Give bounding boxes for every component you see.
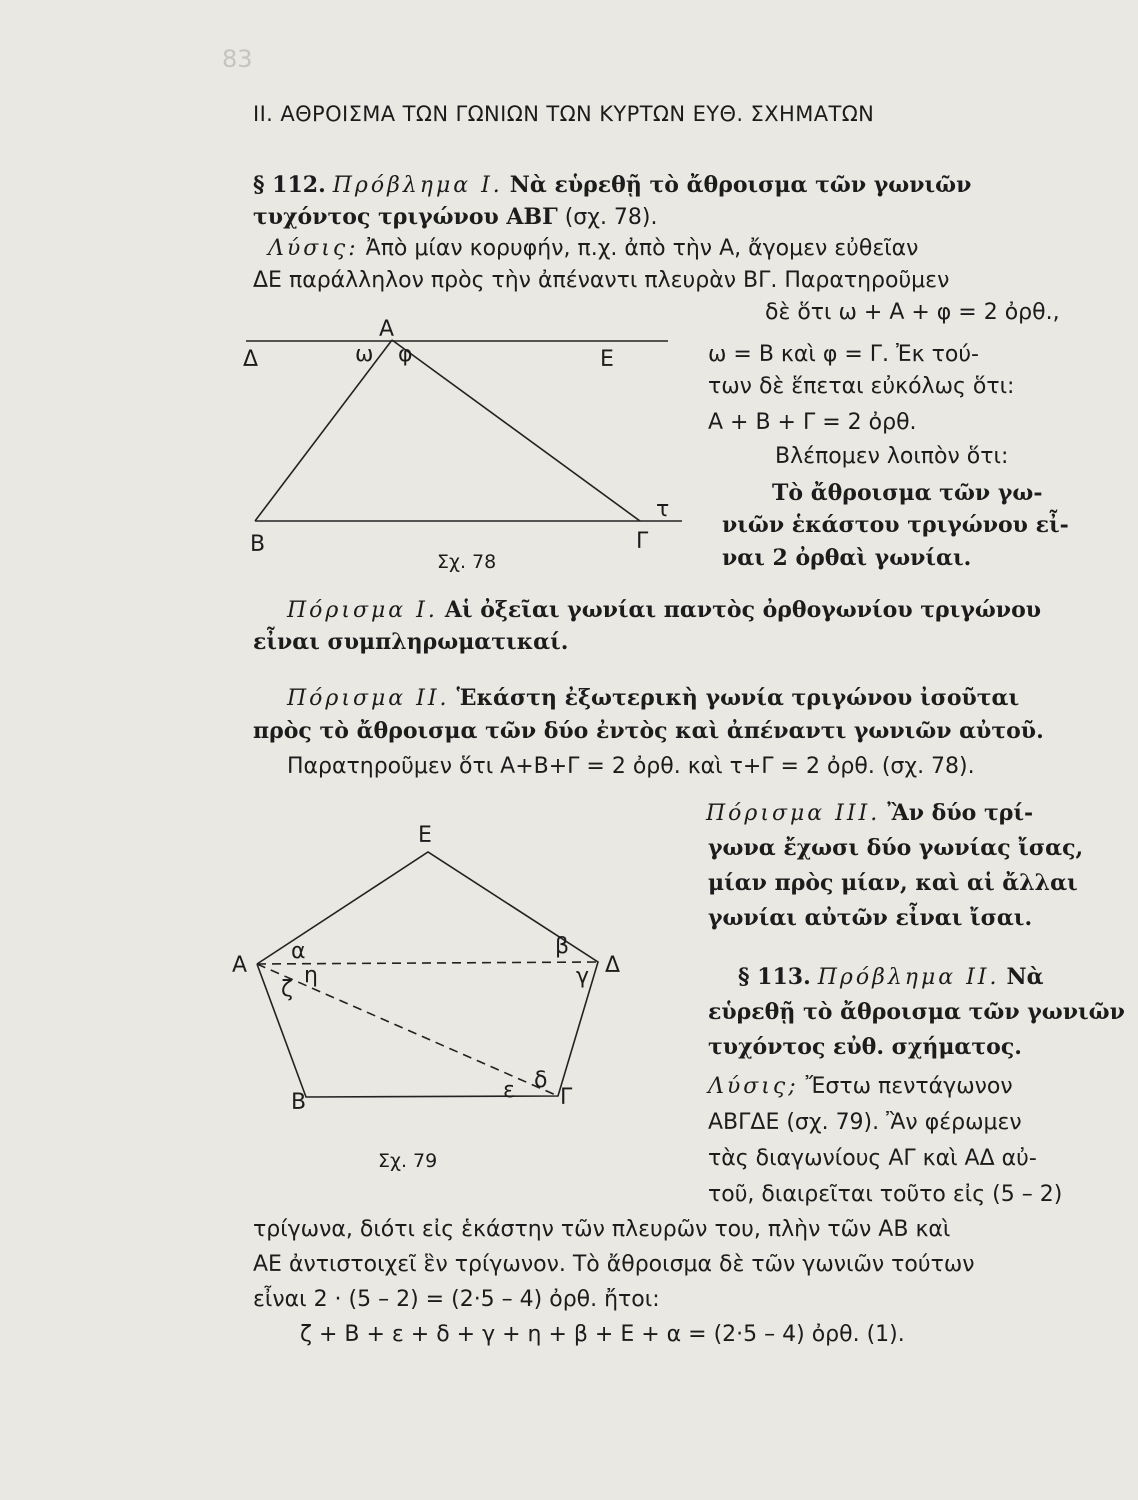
corollary-2-line-2 bbox=[253, 716, 1044, 747]
solution-line-1 bbox=[268, 234, 918, 264]
corollary-1-line-2 bbox=[253, 627, 568, 658]
section-number-112: § 112. bbox=[253, 172, 326, 198]
corollary-1-label: Πόρισμα Ι. bbox=[287, 598, 438, 623]
corollary-3-text: Ἂν δύο τρί- bbox=[887, 800, 1034, 826]
conclusion-line-1 bbox=[772, 478, 1042, 509]
fig79-label-E: Ε bbox=[418, 823, 432, 848]
fig78-label-G: Γ bbox=[636, 529, 649, 554]
problem-112-title-line-2 bbox=[253, 202, 658, 233]
section-number-113: § 113. bbox=[738, 964, 811, 990]
conclusion-text: ναι 2 ὀρθαὶ γωνίαι. bbox=[722, 545, 972, 571]
problem-113-solution-line-2: ΑΒΓΔΕ (σχ. 79). Ἂν φέρωμεν bbox=[708, 1110, 1022, 1135]
fig79-pentagon bbox=[257, 852, 598, 1097]
solution-text: Ἔστω πεντάγωνον bbox=[805, 1074, 1013, 1099]
corollary-2-observation: Παρατηροῦμεν ὅτι Α+Β+Γ = 2 ὀρθ. καὶ τ+Γ = 2 ὀρθ. (σχ. 78). bbox=[287, 754, 975, 779]
fig79-label-G: Γ bbox=[560, 1085, 573, 1110]
fig78-label-B: Β bbox=[250, 532, 266, 557]
corollary-3-text: γωνα ἔχωσι δύο γωνίας ἴσας, bbox=[708, 835, 1084, 861]
fig78-side-AG bbox=[392, 340, 640, 521]
fig79-label-B: Β bbox=[291, 1090, 307, 1115]
problem-title-part: εὑρεθῇ τὸ ἄθροισμα τῶν γωνιῶν bbox=[708, 999, 1125, 1025]
solution-line-2: ΔΕ παράλληλον πρὸς τὴν ἀπέναντι πλευρὰν ΒΓ. Παρατηροῦμεν bbox=[253, 268, 950, 293]
fig78-label-phi: φ bbox=[398, 342, 413, 367]
fig79-label-eta: η bbox=[304, 963, 318, 988]
figure-reference: (σχ. 78). bbox=[564, 205, 658, 230]
corollary-1-line-1 bbox=[287, 595, 1041, 626]
solution-line-4: ω = Β καὶ φ = Γ. Ἐκ τού- bbox=[708, 342, 979, 367]
corollary-2-label: Πόρισμα ΙΙ. bbox=[287, 686, 450, 711]
fig78-label-D: Δ bbox=[243, 347, 259, 372]
problem-113-solution-line-6: ΑΕ ἀντιστοιχεῖ ἓν τρίγωνον. Τὸ ἄθροισμα δὲ τῶν γωνιῶν τούτων bbox=[253, 1252, 975, 1277]
solution-text: Ἀπὸ μίαν κορυφήν, π.χ. ἀπὸ τὴν Α, ἄγομεν εὐθεῖαν bbox=[365, 236, 919, 261]
problem-113-solution-line-1 bbox=[708, 1072, 1013, 1102]
problem-title-part: Νὰ bbox=[1006, 964, 1044, 990]
fig79-label-gamma: γ bbox=[576, 964, 590, 989]
corollary-2-line-1 bbox=[287, 683, 1019, 714]
fig78-side-AB bbox=[255, 340, 392, 521]
fig78-label-E: Ε bbox=[600, 347, 614, 372]
corollary-3-label: Πόρισμα ΙΙΙ. bbox=[706, 801, 881, 826]
problem-113-title-line-3 bbox=[708, 1032, 1022, 1063]
fig79-diagonal-AG bbox=[257, 964, 558, 1096]
corollary-2-text: πρὸς τὸ ἄθροισμα τῶν δύο ἐντὸς καὶ ἀπέναντι γωνιῶν αὐτοῦ. bbox=[253, 718, 1044, 744]
problem-113-solution-line-4: τοῦ, διαιρεῖται τοῦτο εἰς (5 – 2) bbox=[708, 1182, 1063, 1207]
fig79-label-A: Α bbox=[232, 953, 248, 978]
problem-title-part: Νὰ εὑρεθῇ τὸ ἄθροισμα τῶν γωνιῶν bbox=[509, 172, 972, 198]
fig79-label-delta: δ bbox=[534, 1068, 548, 1093]
fig79-diagonal-AD bbox=[257, 962, 598, 964]
problem-113-title-line-2 bbox=[708, 997, 1125, 1028]
fig79-label-epsilon: ε bbox=[503, 1078, 515, 1103]
fig79-label-beta: β bbox=[555, 934, 570, 959]
section-heading: II. ΑΘΡΟΙΣΜΑ ΤΩΝ ΓΩΝΙΩΝ ΤΩΝ ΚΥΡΤΩΝ ΕΥΘ. ΣΧΗΜΑΤΩΝ bbox=[253, 102, 875, 126]
corollary-1-text: Αἱ ὀξεῖαι γωνίαι παντὸς ὀρθογωνίου τριγώνου bbox=[444, 597, 1042, 623]
conclusion-line-2 bbox=[722, 510, 1069, 541]
problem-113-solution-line-3: τὰς διαγωνίους ΑΓ καὶ ΑΔ αὐ- bbox=[708, 1146, 1037, 1171]
fig78-label-omega: ω bbox=[355, 342, 374, 367]
fig78-caption: Σχ. 78 bbox=[437, 551, 497, 573]
fig79-label-alpha: α bbox=[291, 939, 306, 964]
corollary-3-text: γωνίαι αὐτῶν εἶναι ἴσαι. bbox=[708, 905, 1033, 931]
solution-line-3: δὲ ὅτι ω + Α + φ = 2 ὀρθ., bbox=[765, 300, 1060, 325]
solution-label: Λύσις; bbox=[708, 1074, 799, 1099]
corollary-3-line-1 bbox=[706, 798, 1033, 829]
problem-label: Πρόβλημα Ι. bbox=[332, 173, 503, 198]
fig79-label-zeta: ζ bbox=[281, 977, 293, 1002]
conclusion-text: νιῶν ἑκάστου τριγώνου εἶ- bbox=[722, 512, 1069, 538]
fig79-label-D: Δ bbox=[605, 953, 621, 978]
corollary-3-line-4 bbox=[708, 903, 1032, 934]
page-number: 83 bbox=[222, 45, 253, 73]
problem-112-title-line-1 bbox=[253, 170, 971, 201]
conclusion-text: Τὸ ἄθροισμα τῶν γω- bbox=[772, 480, 1043, 506]
corollary-1-text: εἶναι συμπληρωματικαί. bbox=[253, 629, 569, 655]
problem-113-title-line-1 bbox=[738, 962, 1044, 993]
equation-1: ζ + Β + ε + δ + γ + η + β + Ε + α = (2·5 – 4) ὀρθ. (1). bbox=[300, 1322, 905, 1347]
fig78-label-tau: τ bbox=[656, 497, 670, 522]
corollary-3-line-3 bbox=[708, 868, 1078, 899]
fig78-label-A: Α bbox=[379, 317, 395, 342]
solution-line-5: των δὲ ἕπεται εὐκόλως ὅτι: bbox=[708, 374, 1015, 399]
problem-113-solution-line-5: τρίγωνα, διότι εἰς ἑκάστην τῶν πλευρῶν του, πλὴν τῶν ΑΒ καὶ bbox=[253, 1217, 951, 1242]
solution-line-6: Α + Β + Γ = 2 ὀρθ. bbox=[708, 410, 917, 435]
problem-title-part: τυχόντος τριγώνου ΑΒΓ bbox=[253, 204, 558, 230]
conclusion-line-3 bbox=[722, 543, 971, 574]
problem-113-solution-line-7: εἶναι 2 · (5 – 2) = (2·5 – 4) ὀρθ. ἤτοι: bbox=[253, 1287, 660, 1312]
problem-label: Πρόβλημα ΙΙ. bbox=[817, 965, 1000, 990]
corollary-3-line-2 bbox=[708, 833, 1083, 864]
solution-label: Λύσις: bbox=[268, 236, 359, 261]
corollary-2-text: Ἑκάστη ἐξωτερικὴ γωνία τριγώνου ἰσοῦται bbox=[456, 685, 1020, 711]
problem-title-part: τυχόντος εὐθ. σχήματος. bbox=[708, 1034, 1022, 1060]
corollary-3-text: μίαν πρὸς μίαν, καὶ αἱ ἄλλαι bbox=[708, 870, 1078, 896]
fig79-caption: Σχ. 79 bbox=[378, 1150, 438, 1172]
solution-line-7: Βλέπομεν λοιπὸν ὅτι: bbox=[775, 444, 1009, 469]
